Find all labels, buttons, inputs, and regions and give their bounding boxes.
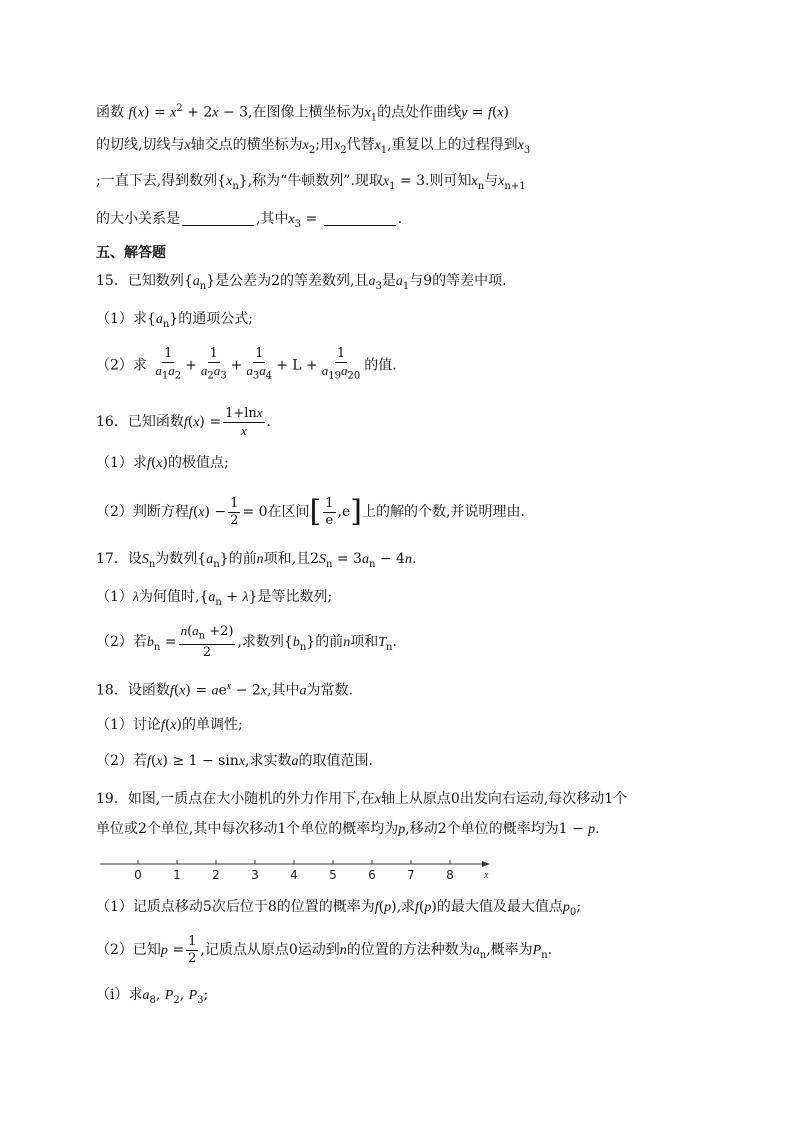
- tick-label: 3: [251, 868, 259, 882]
- q15-stem: 15．已知数列$\{a_n\}$是公差为2的等差数列,且$a_3$是$a_1$与9的等差中项.: [96, 273, 507, 292]
- q18-stem: 18．设函数$f(x) = ae^x - 2x$,其中a为常数.: [96, 681, 353, 699]
- q15-part2: （2）求 $\frac{1}{a_1a_2}$ + $\frac{1}{a_2a_3}$ + $\frac{1}{a_3a_4}$ + L + $\frac{1}{a_{19}a_{20}}$ 的值.: [96, 346, 397, 385]
- intro-line-4: 的大小关系是 ,其中$x_3$ = .: [96, 211, 403, 230]
- intro-line-3: ;一直下去,得到数列$\{x_n\}$,称为“牛顿数列”.现取$x_1 = 3$.则可知$x_n$与$x_{n+1}$: [96, 173, 526, 192]
- q17-part1: （1）λ为何值时$,\{a_n + \lambda\}$是等比数列;: [96, 589, 333, 608]
- q17-part2: （2）若$b_n$ = $\frac{n(a_n +2)}{2}$ ,求数列$\{b_n\}$的前n项和$T_n$.: [96, 622, 397, 661]
- tick-label: 6: [368, 868, 376, 882]
- q16-part1: （1）求f(x)的极值点;: [96, 455, 229, 471]
- section-title: 五、解答题: [96, 245, 166, 261]
- tick-label: 7: [407, 868, 415, 882]
- tick-label: 0: [134, 868, 142, 882]
- fraction: $\frac{1}{a_1a_2}$: [155, 346, 182, 382]
- tick-label: 5: [329, 868, 337, 882]
- q19-part2: （2）已知p = $\frac{1}{2}$ ,记质点从原点0运动到n的位置的方法种数为$a_n$,概率为$P_n$.: [96, 933, 553, 966]
- q18-part1: （1）讨论f(x)的单调性;: [96, 717, 243, 733]
- number-line-figure: [96, 856, 496, 884]
- axis-arrow: [482, 861, 490, 867]
- q15-part1: （1）求$\{a_n\}$的通项公式;: [96, 311, 253, 330]
- q18-part2: （2）若f(x) ≥ 1 − sinx,求实数a的取值范围.: [96, 753, 373, 769]
- axis-label: x: [484, 870, 489, 881]
- tick-group: [134, 860, 454, 882]
- intro-line-2: 的切线,切线与x轴交点的横坐标为$x_2$;用$x_2$代替$x_1$,重复以上的过程得到$x_3$: [96, 137, 531, 156]
- q17-stem: 17．设$S_n$为数列$\{a_n\}$的前n项和,且$2S_n = 3a_n - 4n$.: [96, 551, 417, 570]
- answer-blank-2[interactable]: [324, 211, 396, 226]
- q16-stem: 16．已知函数f(x) = $\frac{1+\ln x}{x}$ .: [96, 404, 271, 438]
- intro-line-1: 函数 $f(x) = x^2 + 2x - 3$,在图像上横坐标为$x_1$的点处作曲线y = f(x): [96, 103, 509, 124]
- math: f: [128, 105, 133, 121]
- tick-label: 8: [446, 868, 454, 882]
- tick-label: 2: [212, 868, 220, 882]
- q16-part2: （2）判断方程f(x) − $\frac{1}{2}$ = 0在区间[ $\frac{1}{e}$ ,e]上的解的个数,并说明理由.: [96, 494, 525, 529]
- tick-label: 4: [290, 868, 298, 882]
- tick-label: 1: [173, 868, 181, 882]
- q19-part-i: （i）求$a_8$, $P_2$, $P_3$;: [96, 987, 209, 1006]
- q19-stem-1: 19．如图,一质点在大小随机的外力作用下,在x轴上从原点0出发向右运动,每次移动1个: [96, 791, 628, 807]
- q19-stem-2: 单位或2个单位,其中每次移动1个单位的概率均为p,移动2个单位的概率均为1 − p.: [96, 821, 600, 837]
- q19-part1: （1）记质点移动5次后位于8的位置的概率为f(p),求f(p)的最大值及最大值点$p_0$;: [96, 899, 581, 918]
- answer-blank-1[interactable]: [182, 211, 254, 226]
